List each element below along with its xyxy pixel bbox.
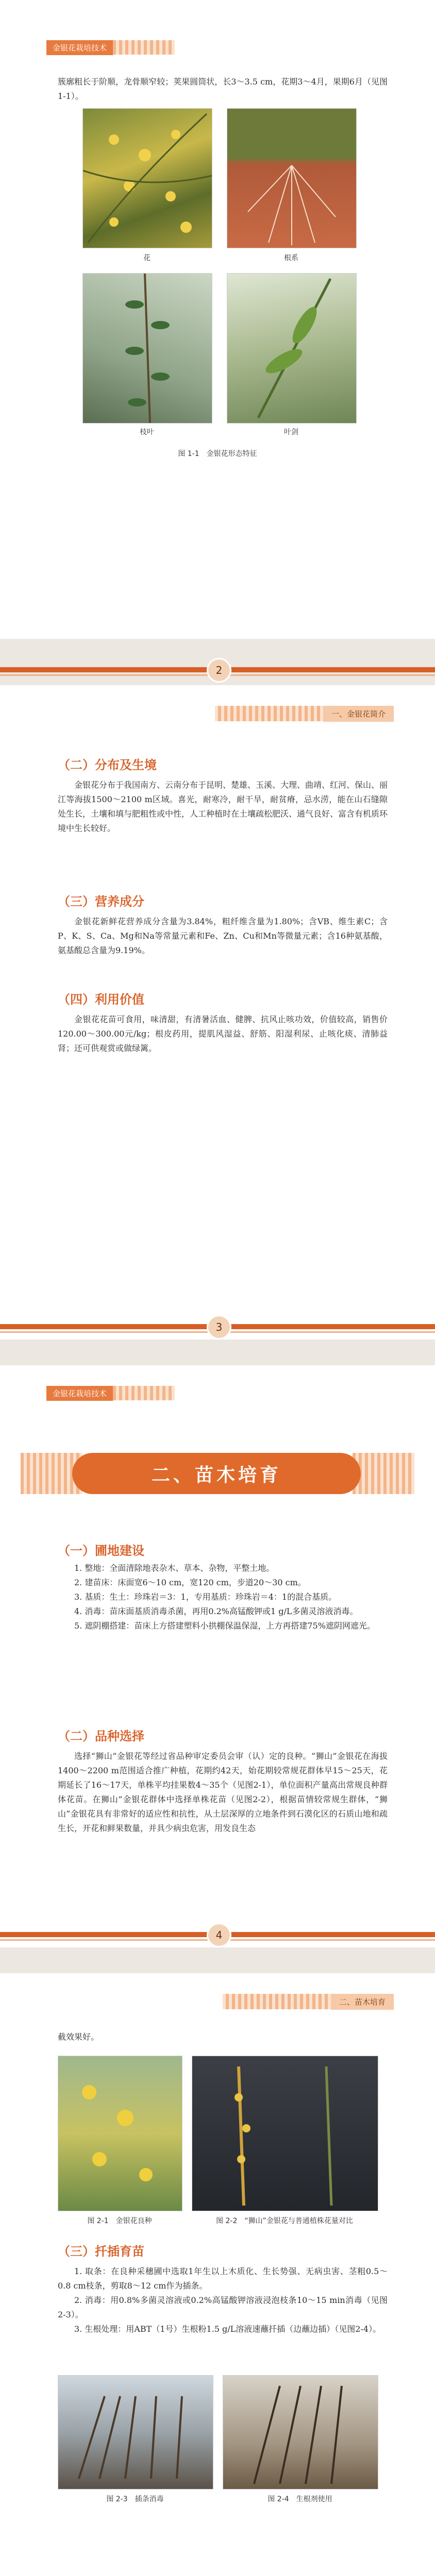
root-illustration — [227, 109, 356, 248]
variety-text: 选择“狮山”金银花等经过省品种审定委员会审（认）定的良种。“狮山”金银花在海拔1400～2200 m范围适合推广种植，花期约42天，始花期较常规花群体早15～25天，花期延长了16～17天，单株平均挂果数4～35个（见图2-1），单位面积产量高出常规良种群体花苗。在狮山”金银花群体中选择单株花苗（见图2-2），根据苗情较常规生群体，“狮山”金银花具有非常好的适应性和抗性，从土层深厚的立地条件到石漠化区的石质山地和疏生长，开花和鲜果数量，并具少病虫危害，用发良生态 — [58, 1751, 388, 1833]
cutting-item-2: 2. 消毒：用0.8%多菌灵溶液或0.2%高锰酸钾溶液浸泡枝条10～15 min消毒（见图2-3）。 — [58, 2295, 388, 2319]
nursery-items — [58, 1561, 388, 1633]
photo-flower — [82, 108, 212, 248]
comparison-illustration — [192, 2056, 378, 2211]
section-text-distribution — [58, 778, 388, 836]
header-title: 金银花栽培技术 — [46, 1386, 113, 1401]
photo-rooting-agent — [223, 2375, 378, 2489]
photo-root — [227, 108, 357, 248]
cutting-items — [58, 2264, 388, 2336]
page-number: 3 — [207, 1315, 231, 1340]
variety-illustration — [58, 2056, 182, 2211]
rooting-agent-illustration — [223, 2376, 378, 2489]
item-3: 3. 基质：生土：珍珠岩＝3：1，专用基质：珍珠岩＝4：1的混合基质。 — [74, 1592, 337, 1602]
leaf-illustration — [227, 274, 356, 423]
caption-variety: 图 2-1 金银花良种 — [87, 2217, 152, 2225]
section-title-distribution: （二）分布及生境 — [58, 758, 157, 772]
caption-rooting-agent: 图 2-4 生根剂使用 — [267, 2495, 332, 2503]
section-title-value: （四）利用价值 — [58, 992, 144, 1007]
caption-root: 根系 — [284, 254, 298, 262]
photo-leaf — [227, 273, 357, 423]
caption-flower: 花 — [143, 254, 150, 262]
header-title: 二、苗木培育 — [331, 1994, 394, 2010]
page-header — [46, 1386, 175, 1400]
chapter-banner: 二、苗木培育 — [72, 1453, 361, 1494]
disinfection-illustration — [58, 2376, 213, 2489]
section-text-value — [58, 1012, 388, 1056]
photo-branch — [82, 273, 212, 423]
distribution-text: 金银花分布于我国南方、云南分布于昆明、楚雄、玉溪、大理、曲靖、红河、保山、丽江等海拔1500～2100 m区域。喜光，耐寒冷，耐干旱，耐贫瘠，忌水涝，能在山石缝隙处生长，土壤和填与肥粗性或中性，人工种植时在土壤疏松肥沃、通气良好、富含有机质环境中生长较好。 — [58, 780, 388, 833]
section-title-variety: （二）品种选择 — [58, 1729, 144, 1743]
caption-leaf: 叶剑 — [284, 428, 298, 436]
page-3 — [0, 1365, 435, 1947]
section-title-cutting: （三）扦插育苗 — [58, 2244, 144, 2259]
cutting-item-1: 1. 取条：在良种采穗圃中选取1年生以上木质化、生长势强、无病虫害、茎粗0.5～0.8 cm枝条，剪取8～12 cm作为插条。 — [58, 2266, 388, 2291]
page-header — [223, 1994, 394, 2009]
page-footer-2 — [0, 1309, 435, 1345]
page-4 — [0, 1973, 435, 2576]
page-footer-3 — [0, 1917, 435, 1953]
header-stripe — [223, 1994, 331, 2009]
item-1: 1. 整地：全面清除地表杂木、草本、杂物，平整土地。 — [74, 1563, 275, 1573]
photo-disinfection — [58, 2375, 213, 2489]
page-footer-1 — [0, 652, 435, 688]
header-title: 一、金银花简介 — [323, 706, 394, 722]
header-title: 金银花栽培技术 — [46, 40, 113, 55]
intro-text: 簇廓粗长于阶顺，龙骨顺窄较；荚果圆筒状，长3～3.5 cm，花期3～4月，果期6月（见图1-1）。 — [58, 77, 388, 101]
page-1 — [0, 0, 435, 639]
value-text: 金银花花苗可食用，味清甜，有清暑活血、健脾、抗风止咳功效，价值较高，销售价120.00～300.00元/kg；根皮药用，提肌风湿益、舒筋、阳湿利尿、止咳化痰、清肺益肾；还可供观赏或做绿篱。 — [58, 1014, 388, 1053]
caption-comparison: 图 2-2 “狮山”金银花与普通植株花量对比 — [216, 2217, 353, 2225]
intro-paragraph — [58, 75, 388, 104]
page-number: 2 — [207, 658, 231, 683]
page-header — [215, 706, 394, 721]
page-header — [46, 40, 175, 55]
item-2: 2. 建苗床：床面宽6～10 cm，宽120 cm，步道20～30 cm。 — [74, 1578, 306, 1587]
section-text-nutrition — [58, 914, 388, 958]
item-5: 5. 遮阴棚搭建：苗床上方搭建塑料小拱棚保温保湿，上方再搭建75%遮阴网遮光。 — [74, 1621, 375, 1631]
section-title-nursery: （一）圃地建设 — [58, 1544, 144, 1558]
banner-stripe-right — [353, 1453, 414, 1494]
carry-text: 截效果好。 — [58, 2032, 99, 2042]
figure-caption: 图 1-1 金银花形态特征 — [178, 450, 257, 458]
photo-variety — [58, 2056, 182, 2211]
item-4: 4. 消毒：苗床面基质消毒杀菌，再用0.2%高锰酸钾或1 g/L多菌灵溶液消毒。 — [74, 1606, 358, 1616]
caption-branch: 枝叶 — [140, 428, 154, 436]
header-stripe — [113, 40, 175, 55]
section-title-nutrition: （三）营养成分 — [58, 894, 144, 909]
branch-illustration — [83, 274, 212, 423]
nutrition-text: 金银花新鲜花营养成分含量为3.84%，粗纤维含量为1.80%；含VB、维生素C；含P、K、S、Ca、Mg和Na等常量元素和Fe、Zn、Cu和Mn等微量元素；含16种氨基酸，氨基酸总含量为9.19%。 — [58, 917, 388, 955]
photo-comparison — [192, 2056, 378, 2211]
header-stripe — [113, 1386, 175, 1400]
carry-paragraph — [58, 2030, 388, 2044]
page-2 — [0, 685, 435, 1340]
caption-disinfection: 图 2-3 插条消毒 — [106, 2495, 164, 2503]
variety-paragraph — [58, 1749, 388, 1836]
flower-illustration — [83, 109, 212, 248]
page-number: 4 — [207, 1923, 231, 1947]
cutting-item-3: 3. 生根处理：用ABT（1号）生根粉1.5 g/L溶液速蘸扦插（边蘸边插）（见图2-4）。 — [74, 2324, 381, 2334]
header-stripe — [215, 706, 323, 721]
